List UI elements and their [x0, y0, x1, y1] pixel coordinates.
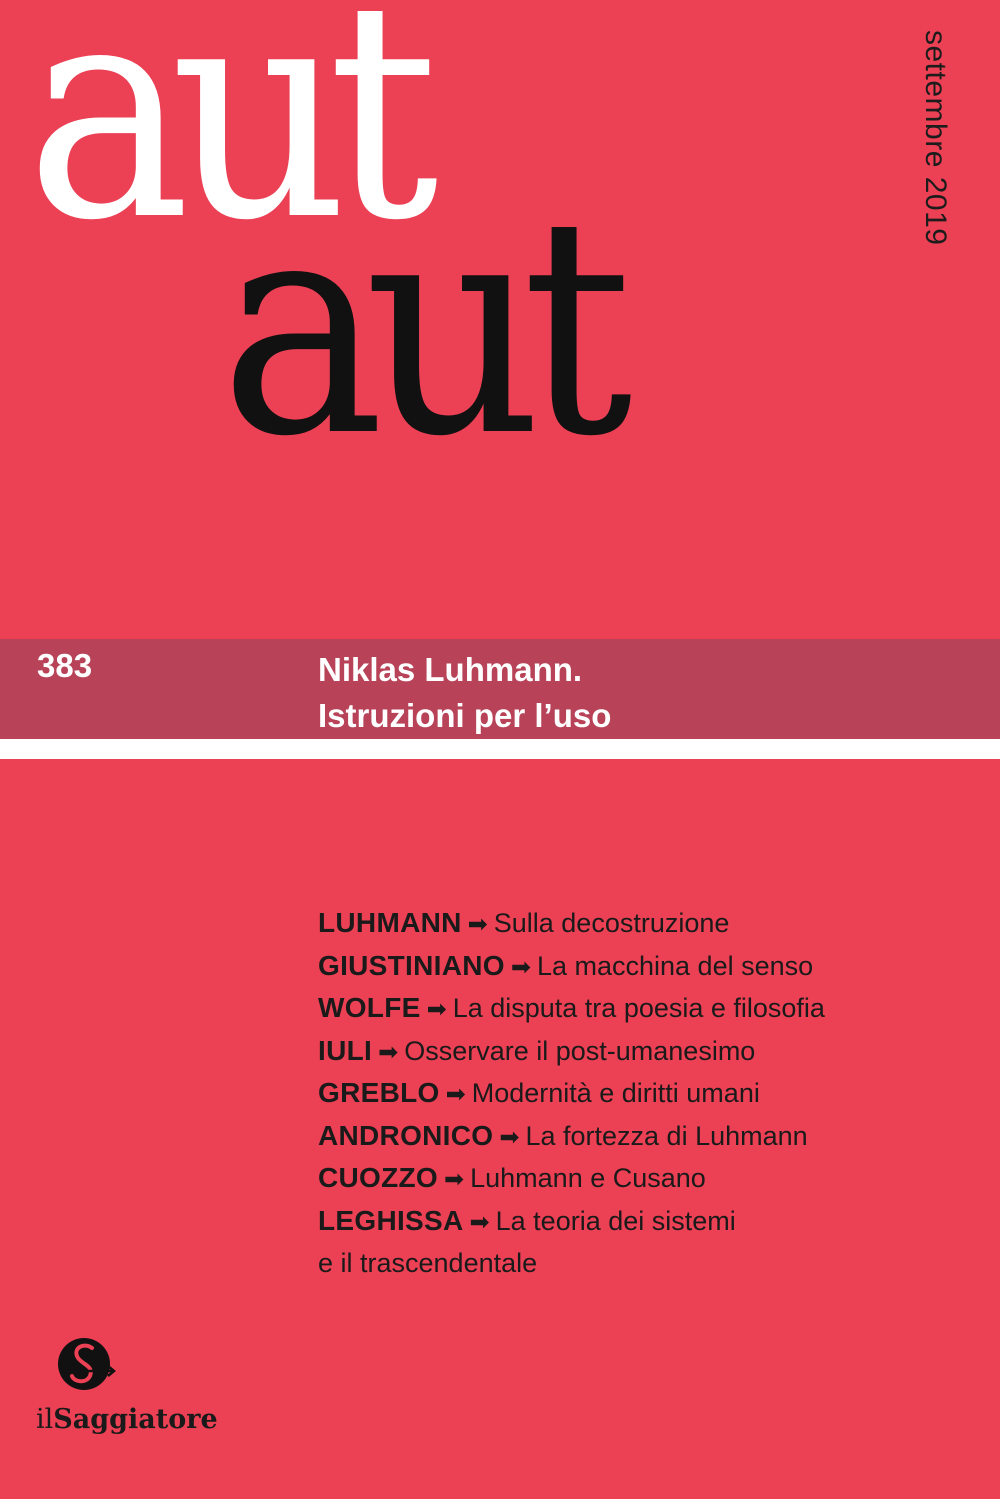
contents-title: Modernità e diritti umani [471, 1078, 760, 1108]
contents-author: ANDRONICO [318, 1119, 494, 1151]
arrow-right-icon: ➡ [378, 1038, 399, 1066]
contents-author: GIUSTINIANO [318, 949, 505, 981]
masthead-aut-black: aut [220, 153, 613, 502]
contents-title: Osservare il post-umanesimo [404, 1035, 756, 1066]
contents-item [318, 903, 825, 946]
contents-author: LEGHISSA [318, 1204, 464, 1236]
contents-title: La fortezza di Luhmann [525, 1120, 808, 1151]
arrow-right-icon: ➡ [444, 1166, 465, 1193]
issue-number: 383 [37, 647, 93, 684]
contents-continuation: e il trascendentale [318, 1248, 538, 1278]
contents-title: Sulla decostruzione [493, 908, 730, 938]
contents-author: GREBLO [318, 1077, 440, 1108]
contents-item [318, 1158, 825, 1201]
issue-band [0, 639, 1000, 739]
publisher-logo-text [36, 1404, 218, 1435]
contents-author: CUOZZO [318, 1162, 439, 1193]
issue-title [318, 647, 611, 739]
issue-title-line-1: Niklas Luhmann. [318, 651, 583, 688]
arrow-right-icon: ➡ [510, 953, 531, 981]
contents-author: LUHMANN [318, 907, 462, 938]
contents-author: IULI [318, 1034, 373, 1066]
contents-title: Luhmann e Cusano [470, 1163, 706, 1193]
white-divider [0, 739, 1000, 759]
masthead-aut-white: aut [26, 0, 419, 286]
contents-item [318, 1031, 825, 1074]
contents-title: La macchina del senso [536, 950, 814, 981]
contents-item [318, 1116, 825, 1159]
arrow-right-icon: ➡ [467, 911, 488, 938]
table-of-contents [318, 903, 825, 1284]
contents-item [318, 1201, 825, 1244]
contents-item [318, 1073, 825, 1116]
contents-item [318, 988, 825, 1031]
contents-item [318, 946, 825, 989]
contents-title: La teoria dei sistemi [495, 1205, 736, 1236]
saggiatore-logo-icon [56, 1334, 116, 1394]
publisher-name: Saggiatore [53, 1404, 218, 1435]
issue-date: settembre 2019 [919, 30, 952, 246]
arrow-right-icon: ➡ [499, 1123, 520, 1151]
publisher-prefix: il [36, 1404, 54, 1435]
contents-title: La disputa tra poesia e filosofia [452, 993, 825, 1023]
arrow-right-icon: ➡ [426, 996, 447, 1023]
arrow-right-icon: ➡ [445, 1081, 466, 1108]
contents-author: WOLFE [318, 992, 421, 1023]
arrow-right-icon: ➡ [469, 1208, 490, 1236]
issue-title-line-2: Istruzioni per l’uso [318, 697, 612, 734]
